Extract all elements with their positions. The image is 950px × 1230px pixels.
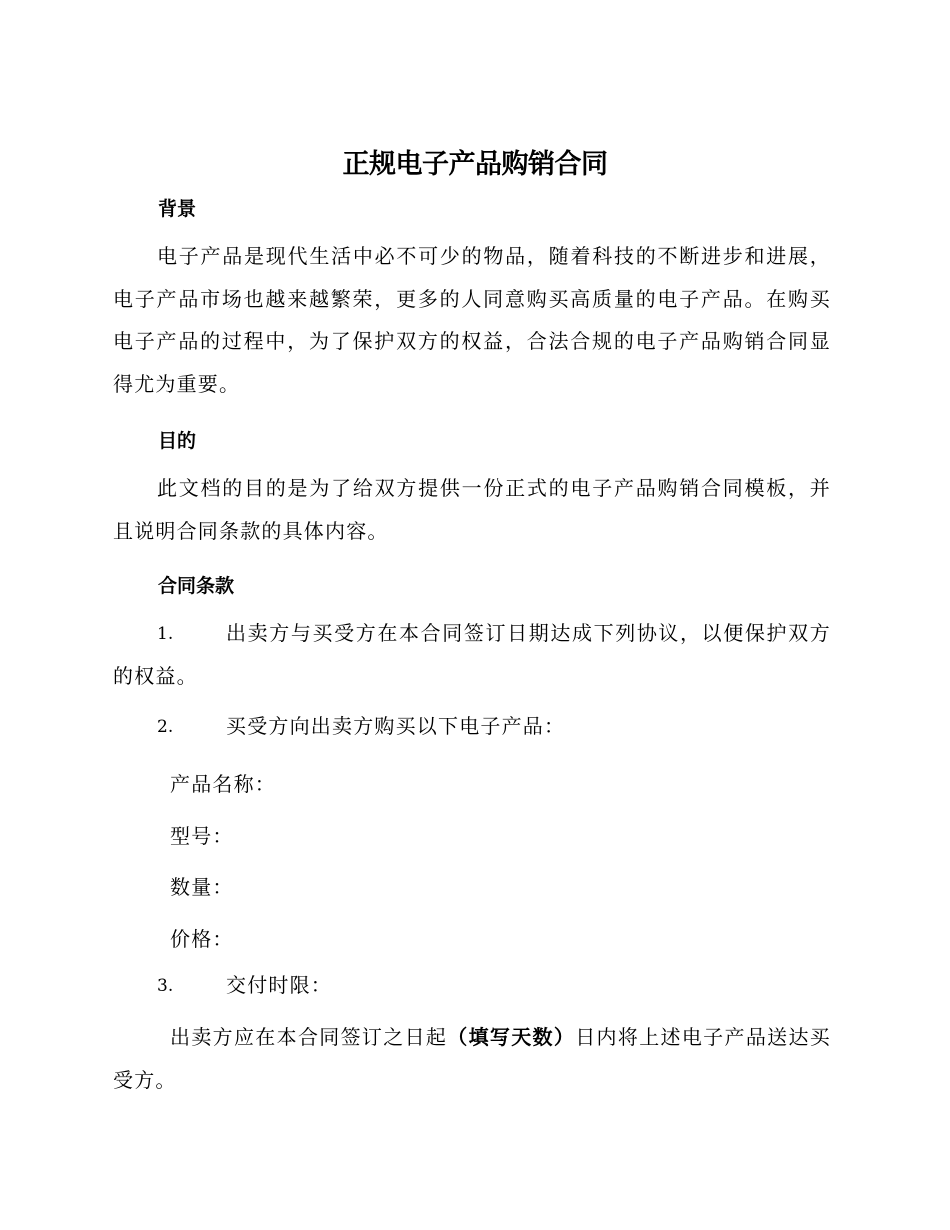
term-number-3: 3. (157, 976, 174, 996)
field-model: 型号： (170, 824, 234, 848)
delivery-text-after: 日内将上述电子产品送达买受方。 (113, 1025, 832, 1092)
term-text-3: 交付时限： (226, 973, 332, 997)
term-number-2: 2. (157, 717, 174, 737)
section-heading-purpose: 目的 (158, 430, 197, 452)
field-price: 价格： (170, 927, 234, 951)
field-quantity: 数量： (170, 875, 234, 899)
delivery-days-placeholder: （填写天数） (447, 1025, 576, 1049)
document-title: 正规电子产品购销合同 (342, 149, 608, 180)
term-text-2: 买受方向出卖方购买以下电子产品： (226, 714, 566, 738)
section-heading-terms: 合同条款 (158, 575, 235, 597)
delivery-paragraph (113, 1016, 831, 1101)
section-heading-background: 背景 (158, 198, 197, 220)
delivery-text-before: 出卖方应在本合同签订之日起 (170, 1025, 448, 1049)
purpose-paragraph: 此文档的目的是为了给双方提供一份正式的电子产品购销合同模板，并且说明合同条款的具体内容。 (113, 476, 831, 543)
term-number-1: 1. (157, 624, 174, 644)
background-paragraph: 电子产品是现代生活中必不可少的物品，随着科技的不断进步和进展，电子产品市场也越来越繁荣，更多的人同意购买高质量的电子产品。在购买电子产品的过程中，为了保护双方的权益，合法合规的电子产品购销合同显得尤为重要。 (113, 244, 831, 396)
field-product-name: 产品名称： (170, 772, 276, 796)
term-text-1: 出卖方与买受方在本合同签订日期达成下列协议，以便保护双方的权益。 (113, 621, 831, 688)
